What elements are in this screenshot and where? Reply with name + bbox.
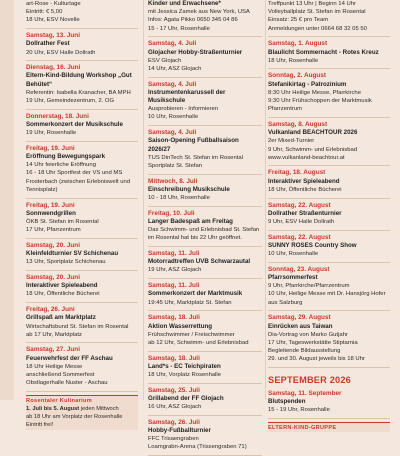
event-title: Stefanikirtag - Patrozinium — [268, 80, 347, 88]
entry-separator — [26, 270, 138, 271]
event-detail: 9:30 Uhr Frühschoppen der Marktmusik — [268, 98, 372, 105]
event-title: Sommerkonzert der Marktmusik — [148, 290, 243, 298]
event-entry — [26, 32, 138, 57]
left-margin-strip — [0, 0, 14, 400]
event-entry — [148, 81, 262, 122]
event-detail: 18 Uhr, ESV Novelle — [26, 17, 80, 24]
event-title: Saison-Opening Fußballsaison 2026/27 — [148, 137, 239, 153]
event-title: Glojacher Hobby-Straßenturnier — [148, 48, 243, 56]
entry-separator — [148, 415, 262, 416]
event-detail: 17 Uhr, Tageswerkstätte Stiptarnia — [268, 339, 358, 346]
entry-separator — [148, 383, 262, 384]
event-title: Eltern-Kind-Bildung Workshop „Gut Behütet“ — [26, 72, 132, 88]
entry-separator — [268, 165, 390, 166]
event-detail: 8:30 Uhr Heilige Messe, Pfarrkirche — [268, 89, 361, 96]
event-detail: Obstlagerhalle Nuster - Aschau — [26, 380, 108, 387]
event-detail: Pfarrzentrum — [268, 106, 303, 113]
event-date: Mittwoch, 8. Juli — [148, 177, 198, 185]
entry-separator — [148, 351, 262, 352]
event-detail: Begleitende Bildausstellung — [268, 348, 341, 355]
event-title: Grillabend der FF Glojach — [148, 394, 224, 402]
event-entry — [26, 145, 138, 194]
entry-separator — [26, 109, 138, 110]
event-entry — [26, 64, 138, 105]
event-detail: Ausprobieren - Informieren — [148, 106, 219, 113]
event-detail: Sportplatz St. Stefan — [148, 162, 203, 169]
event-title: Einrücken aus Taiwan — [268, 322, 333, 330]
entry-separator — [268, 36, 390, 37]
event-title: Langer Badespaß am Freitag — [148, 217, 233, 225]
event-detail: 17 Uhr, Pfarrzentrum — [26, 227, 81, 234]
event-date: Samstag, 20. Juni — [26, 273, 80, 281]
event-title: Dollrather Fest — [26, 40, 70, 48]
event-entry — [148, 250, 262, 275]
event-entry — [148, 210, 262, 243]
event-entry — [148, 355, 262, 380]
box-line — [26, 405, 138, 413]
event-title: Pfarrsommerfest — [268, 273, 318, 281]
box-line — [26, 413, 138, 421]
event-detail: Infos: Agata Pikko 0650 345 04 86 — [148, 17, 238, 24]
event-detail: 9 Uhr, Pfarrkirche/Pfarrzentrum — [268, 283, 350, 290]
event-detail: art-Rose - Kulturtage — [26, 1, 81, 7]
event-detail: 29. und 30. August jeweils bis 18 Uhr — [268, 356, 365, 363]
event-date: Samstag, 22. August — [268, 201, 331, 209]
event-detail: 2er Mixed-Turnier — [268, 138, 315, 145]
event-detail: 9 Uhr, ESV Halle Dollrath — [268, 218, 335, 225]
events-column-1 — [26, 0, 138, 429]
event-detail: mit Jessica Zamek aus New York, USA — [148, 9, 250, 16]
event-title: Einschreibung Musikschule — [148, 185, 230, 193]
entry-separator — [268, 262, 390, 263]
event-entry — [148, 314, 262, 347]
event-title: Sonnwendgrillen — [26, 209, 76, 217]
event-detail: 16 - 18 Uhr Sportfest der VS und MS — [26, 170, 123, 177]
event-detail: Frühschwimmer / Freischwimmer — [148, 331, 235, 338]
event-detail: Treffpunkt 13 Uhr | Beginn 14 Uhr — [268, 1, 356, 7]
event-title: Land*s - EC Teichpiraten — [148, 362, 221, 370]
entry-separator — [268, 117, 390, 118]
event-detail: ab 17 Uhr, Marktplatz — [26, 331, 82, 338]
event-entry — [148, 178, 262, 203]
entry-separator — [268, 367, 390, 368]
column-divider — [265, 0, 266, 400]
event-entry — [148, 40, 262, 73]
event-detail: 13 Uhr, Sportplatz Schichenau — [26, 259, 106, 266]
event-entry — [268, 202, 390, 227]
box-title: Rosentaler Kulinarium — [26, 397, 92, 404]
event-entry — [148, 387, 262, 412]
box-line — [26, 421, 138, 429]
event-entry — [148, 282, 262, 307]
entry-separator — [268, 198, 390, 199]
box-title: ELTERN-KIND-GRUPPE — [268, 425, 337, 432]
event-detail: FFC Trisaengraben — [148, 436, 199, 443]
event-date: Samstag, 4. Juli — [148, 129, 197, 137]
event-detail: www.vulkanland-beachtour.at — [268, 154, 345, 161]
event-detail: 10 Uhr, Heilige Messe mit Dr. Hansjörg Hofer aus Salzburg — [268, 291, 386, 306]
entry-separator — [268, 310, 390, 311]
event-detail: 18 Uhr Heilige Messe — [26, 363, 83, 370]
event-entry — [148, 419, 262, 452]
entry-separator — [26, 302, 138, 303]
event-detail: anschließend Sommerfest — [26, 372, 95, 379]
event-detail: 16 Uhr, ASZ Glojach — [148, 404, 202, 411]
event-entry — [268, 0, 390, 33]
event-entry — [268, 314, 390, 363]
event-entry — [148, 129, 262, 170]
entry-separator — [148, 125, 262, 126]
event-entry — [268, 40, 390, 65]
event-detail: Tennisplatz) — [26, 186, 58, 193]
event-title: Blutspenden — [268, 398, 306, 406]
highlight-box — [26, 395, 138, 430]
event-date: Freitag, 19. Juni — [26, 144, 75, 152]
event-entry — [26, 274, 138, 299]
event-detail: Wirtschaftsbund St. Stefan im Rosental — [26, 323, 129, 330]
event-date: Samstag, 29. August — [268, 314, 331, 322]
event-date: Freitag, 18. August — [268, 169, 326, 177]
event-entry — [26, 0, 138, 25]
event-detail: 18 Uhr, Öffentliche Bücherei — [26, 291, 100, 298]
event-detail: Frosterbach (zwischen Erlebniswelt und — [26, 178, 131, 185]
event-detail: Volleyballplatz St. Stefan im Rosental — [268, 9, 366, 16]
event-date: Samstag, 20. Juni — [26, 241, 80, 249]
box-line-text: Eintritt frei! — [26, 422, 54, 429]
entry-separator — [26, 198, 138, 199]
event-detail: ab 12 Uhr, Schwimm- und Erlebnisbad — [148, 339, 249, 346]
event-title: Grillspaß am Marktplatz — [26, 314, 96, 322]
event-title: SUNNY ROSES Country Show — [268, 241, 357, 249]
event-date: Samstag, 4. Juli — [148, 40, 197, 48]
event-entry — [148, 0, 262, 33]
event-date: Samstag, 11. Juli — [148, 282, 200, 290]
event-date: Samstag, 11. Juli — [148, 250, 200, 258]
event-title: Eröffnung Bewegungspark — [26, 153, 106, 161]
entry-separator — [148, 174, 262, 175]
event-title: Vulkanland BEACHTOUR 2026 — [268, 129, 358, 137]
event-detail: 19 Uhr, Gemeindezentrum, 2. OG — [26, 98, 115, 105]
event-detail: Dia-Vortrag von Marko Gutjahr — [268, 331, 348, 338]
event-title: Feuerwehrfest der FF Aschau — [26, 354, 113, 362]
entry-separator — [148, 36, 262, 37]
event-detail: Eintritt: € 5,00 — [26, 9, 63, 16]
event-date: Freitag, 26. Juni — [26, 306, 75, 314]
event-date: Samstag, 13. Juni — [26, 32, 80, 40]
event-date: Samstag, 22. August — [268, 233, 331, 241]
event-detail: TUS DinTech St. Stefan im Rosental — [148, 154, 243, 161]
entry-separator — [268, 68, 390, 69]
event-date: Sonntag, 23. August — [268, 265, 330, 273]
event-detail: ESV Glojach — [148, 57, 182, 64]
event-date: Samstag, 1. August — [268, 40, 328, 48]
event-detail: 19:45 Uhr, Marktplatz St. Stefan — [148, 299, 232, 306]
entry-separator — [26, 60, 138, 61]
entry-separator — [148, 278, 262, 279]
event-title: Instrumentenkarussell der Musikschule — [148, 88, 226, 105]
event-detail: 14 Uhr, ASZ Glojach — [148, 65, 202, 72]
event-entry — [268, 169, 390, 194]
event-detail: Einsatz: 25 € pro Team — [268, 17, 329, 24]
box-line-text: jeden Mittwoch — [79, 405, 119, 412]
event-date: Samstag, 26. Juli — [148, 418, 200, 426]
event-date: Samstag, 18. Juli — [148, 354, 200, 362]
event-entry — [26, 242, 138, 267]
entry-separator — [148, 310, 262, 311]
events-column-3 — [268, 0, 390, 432]
event-detail: 10 Uhr, Rosenhalle — [148, 114, 199, 121]
event-detail: 18 Uhr, Vorplatz Rosenhalle — [148, 372, 222, 379]
event-date: Samstag, 27. Juni — [26, 346, 80, 354]
event-date: Samstag, 25. Juli — [148, 386, 200, 394]
entry-separator — [148, 246, 262, 247]
event-detail: 15 - 17 Uhr, Rosenhalle — [148, 25, 210, 32]
event-entry — [268, 390, 390, 415]
entry-separator — [148, 206, 262, 207]
event-entry — [268, 121, 390, 162]
entry-separator — [268, 418, 390, 419]
event-title: Aktion Wasserrettung — [148, 322, 213, 330]
event-detail: 19 Uhr, ASZ Glojach — [148, 267, 202, 274]
event-detail: 10 Uhr, Rosenhalle — [268, 251, 319, 258]
event-title: Kleinfeldturnier SV Schichenau — [26, 250, 119, 258]
box-lines — [26, 405, 138, 430]
event-entry — [26, 346, 138, 387]
event-detail: Das Schwimm- und Erlebnisbad St. Stefan — [148, 227, 260, 234]
events-column-2 — [148, 0, 262, 451]
column-divider — [143, 0, 144, 400]
event-detail: 20 Uhr, ESV Halle Dollrath — [26, 49, 96, 56]
event-title: Interaktiver Spieleabend — [26, 282, 98, 290]
entry-separator — [26, 141, 138, 142]
box-line-highlight: 1. Juli bis 5. August — [26, 405, 80, 412]
event-entry — [268, 234, 390, 259]
event-title: Blaulicht Sommernacht - Rotes Kreuz — [268, 48, 379, 56]
event-detail: 15 - 19 Uhr, Rosenhalle — [268, 407, 330, 414]
event-title: Interaktiver Spieleabend — [268, 177, 340, 185]
event-title: Motorradtreffen UVB Schwarzautal — [148, 258, 251, 266]
event-date: Samstag, 8. August — [268, 120, 328, 128]
event-date: Freitag, 19. Juni — [26, 201, 75, 209]
event-title: Sommerkonzert der Musikschule — [26, 120, 123, 128]
event-detail: 19 Uhr, Rosenhalle — [26, 130, 77, 137]
event-entry — [26, 113, 138, 138]
event-detail: 9 Uhr, Schwimm- und Erlebnisbad — [268, 146, 358, 153]
event-title: Dollrather Straßenturnier — [268, 209, 342, 217]
event-date: Samstag, 4. Juli — [148, 80, 197, 88]
event-title: Kinder und Erwachsene* — [148, 0, 221, 7]
event-detail: 10 - 18 Uhr, Rosenhalle — [148, 195, 210, 202]
entry-separator — [268, 230, 390, 231]
box-line-text: ab 18 Uhr am Vorplatz der Rosenhalle — [26, 414, 123, 421]
entry-separator — [26, 391, 138, 392]
month-heading: SEPTEMBER 2026 — [268, 375, 351, 386]
event-detail: ÖKB St. Stefan im Rosental — [26, 218, 99, 225]
event-date: Freitag, 10. Juli — [148, 209, 195, 217]
entry-separator — [26, 238, 138, 239]
event-date: Dienstag, 16. Juni — [26, 64, 81, 72]
event-date: Sonntag, 2. August — [268, 72, 326, 80]
event-entry — [268, 72, 390, 113]
event-detail: Referentin: Isabella Kranacher, BA MPH — [26, 89, 131, 96]
entry-separator — [26, 342, 138, 343]
entry-separator — [148, 77, 262, 78]
event-detail: Anmeldungen unter 0664 68 32 05 50 — [268, 25, 367, 32]
event-detail: 14 Uhr feierliche Eröffnung — [26, 162, 96, 169]
event-detail: Loamgrabn-Arena (Trissengraben 71) — [148, 444, 247, 451]
event-detail: 18 Uhr, Öffentliche Bücherei — [268, 186, 342, 193]
highlight-box — [268, 422, 390, 432]
event-detail: im Rosental hat bis 22 Uhr geöffnet. — [148, 235, 242, 242]
event-date: Donnerstag, 18. Juni — [26, 112, 89, 120]
event-detail: 18 Uhr, Rosenhalle — [268, 57, 319, 64]
event-entry — [26, 306, 138, 339]
event-entry — [26, 202, 138, 235]
event-date: Samstag, 11. September — [268, 390, 342, 398]
entry-separator — [26, 28, 138, 29]
event-date: Samstag, 18. Juli — [148, 314, 200, 322]
event-entry — [268, 266, 390, 307]
event-title: Hobby-Fußballturnier — [148, 427, 211, 435]
